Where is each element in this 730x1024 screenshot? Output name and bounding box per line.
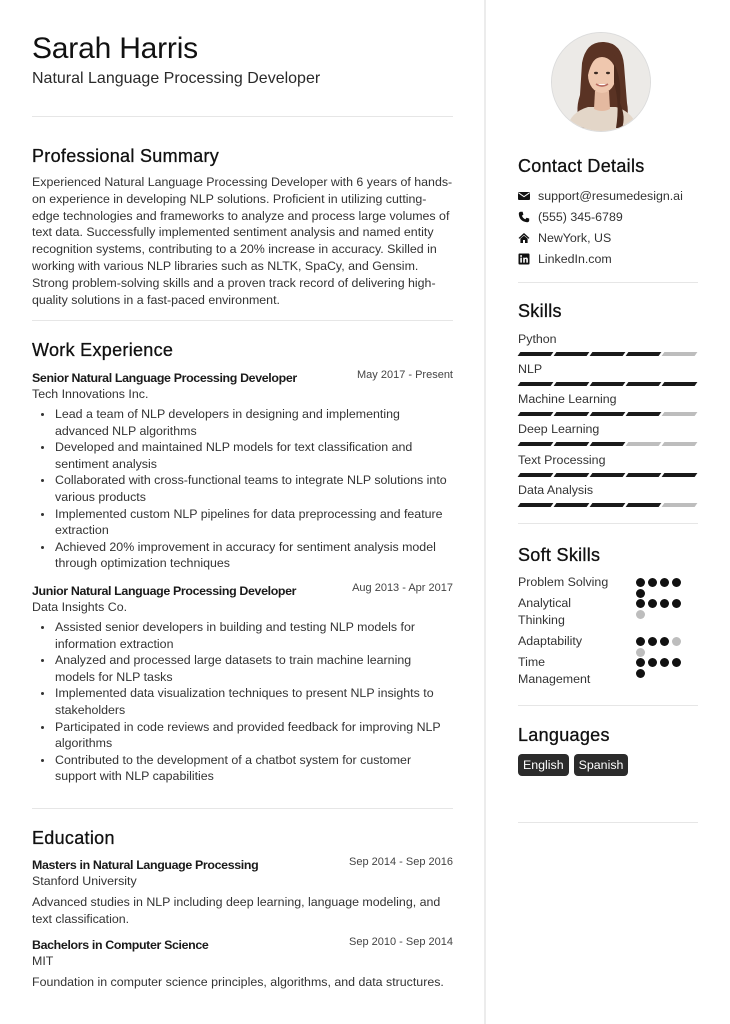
skill-level-bar: [518, 382, 698, 386]
rating-dot: [636, 669, 645, 678]
candidate-title: Natural Language Processing Developer: [32, 70, 321, 87]
skill-name: Machine Learning: [518, 392, 617, 406]
rating-dot: [648, 637, 657, 646]
skill-level-segment: [518, 503, 554, 507]
contact-phone[interactable]: [518, 209, 623, 225]
skill-item: [518, 331, 698, 356]
section-title-experience: Work Experience: [32, 340, 174, 360]
rating-dot: [672, 637, 681, 646]
degree-name: Bachelors in Computer Science: [32, 938, 209, 952]
divider: [518, 523, 698, 524]
list-item: Collaborated with cross-functional teams to integrate NLP solutions into various products: [32, 472, 453, 505]
education-description: Advanced studies in NLP including deep learning, language modeling, and text classification.: [32, 895, 441, 926]
skill-level-segment: [626, 503, 662, 507]
job-dates: May 2017 - Present: [357, 369, 453, 381]
skill-level-segment: [518, 352, 554, 356]
contact-phone-text: (555) 345-6789: [538, 210, 623, 224]
list-item: Implemented data visualization techniques to present NLP insights to stakeholders: [32, 685, 453, 718]
divider: [32, 320, 453, 321]
job-bullets: [32, 406, 453, 572]
soft-skill-rating: [636, 599, 686, 619]
divider: [32, 116, 453, 117]
skill-level-segment: [554, 442, 590, 446]
job-role: Senior Natural Language Processing Developer: [32, 371, 297, 385]
skill-level-bar: [518, 412, 698, 416]
contact-email-text: support@resumedesign.ai: [538, 189, 683, 203]
list-item: Assisted senior developers in building and testing NLP models for information extraction: [32, 619, 453, 652]
education-header: [32, 937, 453, 953]
language-tag: Spanish: [574, 754, 629, 776]
contact-location-text: NewYork, US: [538, 231, 612, 245]
skill-name: Data Analysis: [518, 483, 594, 497]
rating-dot: [636, 637, 645, 646]
skill-level-segment: [554, 412, 590, 416]
skill-item: [518, 452, 698, 477]
skill-level-segment: [590, 352, 626, 356]
rating-dot: [660, 658, 669, 667]
rating-dot: [636, 610, 645, 619]
rating-dot: [672, 658, 681, 667]
rating-dot: [636, 599, 645, 608]
school-name: MIT: [32, 954, 54, 968]
rating-dot: [636, 648, 645, 657]
section-title-summary: Professional Summary: [32, 146, 220, 166]
skill-level-segment: [662, 473, 698, 477]
column-divider: [484, 0, 486, 1024]
rating-dot: [636, 578, 645, 587]
skill-level-segment: [626, 352, 662, 356]
skill-level-segment: [590, 382, 626, 386]
soft-skill-name: Time Management: [518, 655, 591, 686]
education-description: Foundation in computer science principles, algorithms, and data structures.: [32, 975, 444, 989]
skill-level-segment: [662, 503, 698, 507]
profile-photo: [551, 32, 651, 132]
skill-level-segment: [518, 382, 554, 386]
skill-item: [518, 482, 698, 507]
skill-level-segment: [518, 412, 554, 416]
skill-name: NLP: [518, 362, 543, 376]
section-title-soft-skills: Soft Skills: [518, 545, 601, 565]
language-tags: [518, 754, 628, 776]
skill-level-segment: [590, 442, 626, 446]
rating-dot: [660, 578, 669, 587]
section-title-contact: Contact Details: [518, 156, 645, 176]
rating-dot: [648, 578, 657, 587]
rating-dot: [636, 589, 645, 598]
rating-dot: [672, 599, 681, 608]
skill-level-segment: [590, 503, 626, 507]
language-tag: English: [518, 754, 569, 776]
skill-level-segment: [662, 352, 698, 356]
divider: [518, 705, 698, 706]
skill-level-bar: [518, 503, 698, 507]
skill-level-bar: [518, 352, 698, 356]
list-item: Achieved 20% improvement in accuracy for sentiment analysis model through optimization techniques: [32, 539, 453, 572]
soft-skill-rating: [636, 637, 686, 657]
soft-skill-name: Problem Solving: [518, 575, 609, 589]
skill-level-segment: [554, 473, 590, 477]
skill-item: [518, 391, 698, 416]
skill-item: [518, 421, 698, 446]
contact-linkedin-text: LinkedIn.com: [538, 252, 612, 266]
skill-name: Deep Learning: [518, 422, 600, 436]
skill-level-segment: [662, 382, 698, 386]
envelope-icon: [518, 190, 530, 202]
soft-skill-rating: [636, 658, 686, 678]
section-title-skills: Skills: [518, 301, 562, 321]
skill-level-segment: [626, 412, 662, 416]
rating-dot: [636, 658, 645, 667]
education-dates: Sep 2010 - Sep 2014: [349, 936, 453, 948]
school-name: Stanford University: [32, 874, 137, 888]
rating-dot: [660, 637, 669, 646]
contact-email[interactable]: [518, 188, 683, 204]
skill-level-segment: [662, 442, 698, 446]
skill-level-segment: [518, 442, 554, 446]
skill-name: Python: [518, 332, 557, 346]
rating-dot: [648, 658, 657, 667]
portrait-icon: [552, 33, 651, 132]
home-icon: [518, 232, 530, 244]
skill-level-bar: [518, 473, 698, 477]
job-header: [32, 583, 453, 599]
skill-level-segment: [662, 412, 698, 416]
skill-level-segment: [554, 503, 590, 507]
job-company: Tech Innovations Inc.: [32, 387, 149, 401]
contact-location: [518, 230, 611, 246]
skill-item: [518, 361, 698, 386]
soft-skill-name: Adaptability: [518, 634, 583, 648]
skill-name: Text Processing: [518, 453, 606, 467]
rating-dot: [672, 578, 681, 587]
job-role: Junior Natural Language Processing Developer: [32, 584, 297, 598]
job-company: Data Insights Co.: [32, 600, 128, 614]
rating-dot: [648, 599, 657, 608]
summary-text: Experienced Natural Language Processing Developer with 6 years of hands-on experience in developing NLP solutions. Proficient in utilizing cutting-edge technologies and frameworks to analyze and process large volumes of text data. Successfully implemented sentiment analysis and named entity recognition systems, contributing to a 20% increase in accuracy. Skilled in working with various NLP libraries such as NLTK, SpaCy, and Gensim. Strong problem-solving skills and a proven track record of delivering high-quality solutions in a fast-paced environment.: [32, 175, 453, 307]
job-dates: Aug 2013 - Apr 2017: [352, 582, 453, 594]
list-item: Lead a team of NLP developers in designing and implementing advanced NLP algorithms: [32, 406, 453, 439]
linkedin-icon: [518, 253, 530, 265]
soft-skill-name: Analytical Thinking: [518, 596, 572, 627]
candidate-name: Sarah Harris: [32, 32, 198, 65]
rating-dot: [660, 599, 669, 608]
degree-name: Masters in Natural Language Processing: [32, 858, 259, 872]
list-item: Developed and maintained NLP models for text classification and sentiment analysis: [32, 439, 453, 472]
divider: [518, 282, 698, 283]
divider: [518, 822, 698, 823]
phone-icon: [518, 211, 530, 223]
skill-level-segment: [554, 352, 590, 356]
skill-level-segment: [554, 382, 590, 386]
skill-level-segment: [590, 412, 626, 416]
job-header: [32, 370, 453, 386]
skill-level-segment: [590, 473, 626, 477]
skill-level-segment: [626, 442, 662, 446]
contact-linkedin[interactable]: [518, 251, 612, 267]
list-item: Analyzed and processed large datasets to train machine learning models for NLP tasks: [32, 652, 453, 685]
divider: [32, 808, 453, 809]
education-dates: Sep 2014 - Sep 2016: [349, 856, 453, 868]
skill-level-segment: [626, 473, 662, 477]
list-item: Contributed to the development of a chatbot system for customer support with NLP capabilities: [32, 752, 453, 785]
list-item: Implemented custom NLP pipelines for data preprocessing and feature extraction: [32, 506, 453, 539]
section-title-education: Education: [32, 828, 115, 848]
list-item: Participated in code reviews and provided feedback for improving NLP algorithms: [32, 719, 453, 752]
skill-level-segment: [626, 382, 662, 386]
job-bullets: [32, 619, 453, 785]
skill-level-segment: [518, 473, 554, 477]
section-title-languages: Languages: [518, 725, 610, 745]
soft-skill-rating: [636, 578, 686, 598]
skill-level-bar: [518, 442, 698, 446]
education-header: [32, 857, 453, 873]
